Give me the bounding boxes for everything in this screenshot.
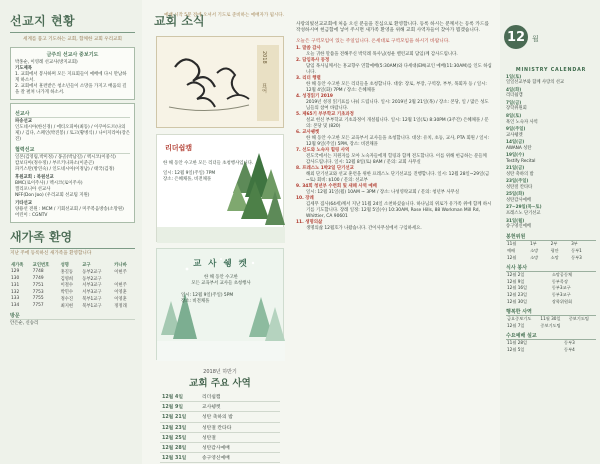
- teachers-line: 모든 교육부서 교사들 초청행사: [191, 281, 251, 286]
- section-line: 파키스탄(방연숙) / 인도네시아(이정남) / 태국(김정): [15, 167, 115, 173]
- announcement-body: 한 해 동안 수고한 모든 리더들을 초청합니다. 대상: 장로, 부장, 구역장, 부부, 목회자 등 / 일시: 12월 4일(화) 7PM / 장소: 은혜채플: [306, 81, 487, 93]
- calendar-date: 14일(금): [506, 139, 525, 145]
- prayer-ministry-table: [506, 316, 596, 329]
- table-row: [10, 302, 135, 309]
- table-cell: 7753: [32, 289, 44, 295]
- announcement-item: [296, 46, 492, 58]
- table-cell: 11월: [507, 241, 517, 247]
- visitors-head: 방문: [10, 312, 135, 320]
- section-line: 기타선교: [15, 201, 32, 207]
- motto-year: 2018: [261, 51, 267, 64]
- table-row: [506, 285, 596, 292]
- announcement-body: 한 해 동안 수고한 모든 교육부서 교사들을 초청합니다. 대상: 유치, 초등, 교사, PTA 회원 / 일시: 12월 9일(주일) 5PM, 장소: 비전채플: [306, 135, 490, 147]
- announcement-title: 8. 프레스노 1박2일 단기선교: [296, 165, 354, 171]
- calendar-event: 성탄감사예배: [506, 198, 531, 204]
- table-cell: 133: [11, 296, 20, 302]
- missions-column: [0, 0, 142, 464]
- table-cell: 중보기도팀: [568, 316, 589, 322]
- motto-label: 표어: [261, 83, 267, 93]
- announcement-item: [296, 166, 492, 184]
- table-cell: 11월 30일: [540, 316, 561, 322]
- table-cell: 1부: [530, 241, 537, 247]
- table-cell: 중보기도팀: [540, 322, 561, 328]
- top-banner: 예배 시작 5분 전에 오셔서 기도로 준비하는 예배자가 됩시다.: [164, 13, 285, 18]
- section-head: 선교사: [15, 110, 130, 118]
- schedule-event: 성탄절 칸타타: [200, 422, 280, 432]
- news-title: 교회 소식: [154, 14, 205, 28]
- table-row: [506, 248, 596, 255]
- table-cell: 동부3교구: [551, 285, 571, 291]
- schedule-subtitle: 2018년 하반기: [203, 369, 237, 375]
- announcement-title: 10. 장례: [296, 195, 314, 201]
- announcement-body: 해외 단기선교와 선교 훈련을 위한 프레스노 단기선교를 진행합니다. 일시: 12월 28일~29일(금~토) 회비: $100 / 문의: 선교부: [306, 171, 490, 183]
- teachers-card: [156, 248, 284, 360]
- table-row: [506, 254, 596, 261]
- announcement-item: [296, 184, 492, 196]
- calendar-date: 23일(주일): [506, 179, 529, 185]
- schedule-title: 교회 주요 사역: [189, 378, 251, 389]
- visitors: 안은순, 신승리: [10, 321, 39, 327]
- table-row: [506, 316, 596, 323]
- prayer-ministry-head: 행복한 사역: [506, 308, 596, 316]
- table-cell: 12월 9일: [507, 278, 525, 284]
- calendar-entry: [506, 140, 596, 152]
- leadership-line: 일시: 12월 9일(주일) 7PM: [163, 171, 216, 176]
- calendar-date: 25일(화): [506, 192, 525, 198]
- table-cell: 동부3: [571, 254, 582, 260]
- leadership-title: 리더쉽캠: [165, 144, 193, 152]
- table-header: 교구: [82, 262, 91, 268]
- prayer-line: 1. 교회에서 봉사하며 모든 지표회들이 예배에 다시 만남하게 하소서.: [15, 72, 127, 84]
- calendar-entry: [506, 101, 596, 113]
- calendar-event: 성탄 축하의 밤: [506, 171, 534, 177]
- calendar-event: 성탄절 칸타타: [506, 185, 533, 191]
- table-cell: 2부: [550, 241, 558, 247]
- table-cell: 평안: [550, 248, 559, 254]
- table-cell: 130: [11, 276, 20, 282]
- schedule-date: 12월 21일: [160, 412, 200, 422]
- section-line: NFF(Don Joo) (우리교회 선교팀 지원): [15, 193, 90, 199]
- schedule-row: [160, 392, 280, 402]
- announcement-title: 3. 리더 행렬: [296, 75, 321, 81]
- table-row: [506, 347, 596, 354]
- leadership-line: 장소: 은혜채플, 비전채플: [163, 177, 212, 182]
- table-cell: 131: [11, 282, 20, 288]
- news-column: [146, 0, 288, 464]
- table-row: [10, 275, 135, 282]
- table-cell: 서부3교구: [82, 283, 102, 289]
- table-cell: 장학위원회: [551, 298, 573, 304]
- schedule-row: [160, 412, 280, 422]
- table-row: [506, 298, 596, 305]
- announcement-title: 2. 담임목사 동정: [296, 57, 330, 63]
- table-cell: 7749: [32, 276, 44, 282]
- welcome-title: 새가족 환영: [10, 228, 135, 249]
- schedule-event: 송구영신예배: [200, 453, 280, 463]
- calendar-title: MINISTRY CALENDAR: [515, 68, 587, 73]
- intro-text: 사랑의빛선교교회에 처음 오신 분들을 진심으로 환영합니다. 등록 하시는 분께서는 등록 카드를 작성하시여 헌금함에 넣어 주시면 새가족 환영을 위해 교회 사역자들이 찾아가 뵙겠습니다.: [296, 22, 489, 34]
- schedule-header: [156, 368, 284, 389]
- section-line: 후원교회 : 북원선교: [15, 175, 54, 181]
- announcement-body: 오늘 귀한 말씀을 전해주신 박덕례 목사님(청운 밸런교회 담임)께 감사드립니다.: [306, 51, 458, 57]
- calendar-date: 7일(금): [506, 100, 522, 106]
- schedule-row: [160, 422, 280, 432]
- schedule-event: 성탄감사예배: [200, 442, 280, 452]
- table-cell: 12월 5일: [507, 346, 525, 352]
- section-line: 어린이 : CGNTV: [15, 213, 48, 219]
- calendar-entry: [506, 192, 596, 204]
- offering-head: 봉헌위원: [506, 233, 596, 241]
- wednesday-table: [506, 340, 596, 353]
- offering-table: [506, 241, 596, 261]
- table-cell: 북부1교구: [82, 303, 102, 309]
- table-cell: 이현주: [114, 269, 127, 275]
- table-cell: 서부3교구: [82, 290, 102, 296]
- calendar-event: 리더쉽캠: [506, 93, 523, 99]
- announcement-title: 11. 생명의삶: [296, 219, 323, 225]
- calendar-event: 장학위원회: [506, 106, 527, 112]
- calendar-date: 19일(수): [506, 153, 525, 159]
- welcome-table: [10, 261, 135, 309]
- calendar-entry: [506, 114, 596, 126]
- announcement-title: 6. 교사쉥켓: [296, 129, 320, 135]
- table-cell: 7757: [32, 303, 44, 309]
- calendar-event: AWANA 성탄: [506, 145, 532, 151]
- section-head: 협력선교: [15, 146, 130, 154]
- table-cell: 박민수: [60, 290, 74, 296]
- table-cell: 동부3: [564, 340, 575, 346]
- schedule-date: 12월 4일: [160, 392, 200, 402]
- table-header: 카나바: [114, 262, 127, 268]
- calendar-event: 일일선교부와 함께 사랑의 선교: [506, 80, 565, 86]
- teachers-title: 교 사 쉥 켓: [193, 259, 249, 269]
- calendar-date: 31일(월): [506, 218, 525, 224]
- table-cell: 129: [11, 269, 20, 275]
- calendar-event: 송구영신예배: [506, 224, 531, 230]
- calendar-date: 21일(금): [506, 166, 525, 172]
- leadership-card: [156, 134, 284, 242]
- table-row: [10, 296, 135, 303]
- table-cell: 소망: [530, 248, 539, 254]
- section-line: 양용선 전원 : MCM / 기회선교회 / 미주복음방송(소망원): [15, 207, 124, 213]
- missions-greeting: 세계를 품고 기도하는 교회, 함께한 교회 우리교회: [23, 37, 122, 42]
- calendar-entry: [506, 179, 596, 191]
- announcement-item: [296, 76, 492, 94]
- announcement-body: 설교 헌신 부부학교 기초과정이 개설됩니다. 일시: 12월 1일(토) 8:30PM (3주간) 은혜채플 / 문의: 본당 및 (820): [306, 117, 489, 129]
- table-cell: 7748: [32, 269, 44, 275]
- table-cell: 소망공동체: [551, 272, 573, 278]
- calendar-entry: [506, 88, 596, 100]
- table-cell: 12월 30일: [507, 298, 528, 304]
- table-cell: 최지현: [60, 303, 74, 309]
- calendar-entry: [506, 166, 596, 178]
- schedule-event: 교사쉥켓: [200, 402, 280, 412]
- table-cell: 134: [11, 303, 20, 309]
- table-cell: 이영훈: [114, 296, 127, 302]
- announcement-body: 생명의삶 12월호가 나왔습니다. 간이사무실에서 구입하세요.: [306, 225, 422, 231]
- calendar-event: Testify Recital: [506, 158, 536, 164]
- announcement-body: 김세무 집사(64세)께서 지난 11월 24일 소천하셨습니다. 하나님의 위로가 유가족 위에 함께 하시기를 기도합니다. 장례 일정: 12월 5일(수) 10:30AM, Rose Hills, 88 Workman Mill Rd, Whittier, CA 90601: [306, 201, 492, 219]
- schedule-date: 12월 9일: [160, 402, 200, 412]
- schedule-date: 12월 31일: [160, 453, 200, 463]
- table-cell: 동부2교구: [82, 269, 102, 275]
- schedule-event: 성탄절: [200, 432, 280, 442]
- table-header-row: [10, 261, 135, 268]
- table-cell: 12월: [507, 254, 517, 260]
- table-cell: 김영희: [60, 276, 74, 282]
- announcement-title: 1. 말씀 감사: [296, 45, 321, 51]
- table-cell: 이철수: [60, 283, 74, 289]
- meal-table: [506, 272, 596, 305]
- table-cell: 정정래: [114, 303, 127, 309]
- calendar-date: 8일(토): [506, 113, 522, 119]
- table-cell: 12월 16일: [507, 285, 528, 291]
- missionaries-box: [10, 103, 135, 223]
- section-line: 캄보디아(정수정) / 부르키나파소(이준곤): [15, 161, 94, 167]
- section-line: BMC(로이주사) / 멕시코(로이주사): [15, 181, 83, 187]
- schedule-date: 12월 23일: [160, 422, 200, 432]
- calendar-entry: [506, 219, 596, 231]
- table-cell: 이현주: [114, 283, 127, 289]
- schedule-table: [160, 392, 280, 463]
- table-row: [10, 268, 135, 275]
- section-line: 파송선교: [15, 119, 32, 125]
- calendar-entry: [506, 75, 596, 87]
- missions-title: 선교지 현황: [10, 12, 135, 33]
- table-cell: 예배: [507, 248, 516, 254]
- table-cell: 동부4: [564, 346, 575, 352]
- leadership-line: 한 해 동안 수고한 모든 리더들 초청행사입니다.: [163, 161, 254, 166]
- announcement-item: [296, 196, 492, 220]
- announcement-title: 7. 선도와 노숙자 힐링 사역: [296, 147, 350, 153]
- table-cell: 이영훈: [114, 290, 127, 296]
- schedule-row: [160, 453, 280, 463]
- prayer-line: 2. 교회에서 훈련받은 청소년들이 소망을 가지고 배움의 길을 잘 펼쳐 나가게 하소서.: [15, 84, 127, 96]
- table-cell: 동부3교구: [551, 291, 571, 297]
- calendar-event: 흑인 노숙자 사역: [506, 119, 538, 125]
- table-cell: 12월 2일: [507, 272, 525, 278]
- wednesday-head: 수요예배 설교: [506, 332, 596, 340]
- calendar-date: 1일(토): [506, 74, 522, 80]
- month-badge: 12: [504, 25, 528, 49]
- table-row: [506, 340, 596, 347]
- calendar-entry: [506, 205, 596, 217]
- calendar-entry: [506, 153, 596, 165]
- schedule-event: 성탄 축하의 밤: [200, 412, 280, 422]
- meal-head: 식사 봉사: [506, 264, 596, 272]
- table-cell: 동부2교구: [82, 276, 102, 282]
- schedule-row: [160, 442, 280, 452]
- table-row: [506, 241, 596, 248]
- table-cell: 11월 28일: [507, 340, 528, 346]
- motto-card: [156, 36, 284, 128]
- announce-head: 오늘은 구역모임이 있는 주일입니다. 온세대로 구역모임을 하시기 바랍니다.: [296, 38, 450, 44]
- table-cell: 132: [11, 289, 20, 295]
- announcement-body: 2019년 성경 읽기표를 나눠 드립니다. 일시: 2019년 2월 21일(목) / 장소: 본당, 일 / 많은 성도님들의 참여 바랍니다.: [306, 99, 489, 111]
- teachers-line: 장소: 비전채플: [181, 299, 210, 304]
- announcement-body: 일시: 12월 31일(월) 10AM ~ 3PM / 장소: 나성영락교회 / 문의: 청년부 사무실: [306, 189, 460, 195]
- table-cell: 소망: [550, 254, 559, 260]
- announcement-title: 5. 제65기 부부학교 기초과정: [296, 111, 354, 117]
- table-row: [506, 322, 596, 329]
- calendar-date: 4일(화): [506, 87, 522, 93]
- table-row: [10, 289, 135, 296]
- table-cell: 동부1: [571, 248, 582, 254]
- section-line: 인도네시아(한신경) / 에티오피아(최동) / 이쿠아도르(나의제) / 김다, 스페인(박진봉) / 토고(황병식) / 나이지리아(장은진): [15, 125, 130, 143]
- table-cell: 12월 23일: [507, 291, 528, 297]
- calendar-event: 교사쉥켓: [506, 132, 523, 138]
- teachers-line: 일시: 12월 9일(주일) 5PM: [181, 293, 234, 298]
- schedule-row: [160, 402, 280, 412]
- calendar-column: [500, 0, 600, 464]
- schedule-row: [160, 432, 280, 442]
- schedule-date: 12월 28일: [160, 442, 200, 452]
- prayer-box-head: 금주의 선교사 중보기도: [46, 52, 99, 59]
- table-cell: 북부1교구: [82, 296, 102, 302]
- announcement-body: 담임 목사님께서는 홍교향우 연합예배(5:30AM)와 다세대(EM)교인 예배(11:30AM)를 인도 하십니다.: [306, 63, 492, 75]
- table-row: [506, 272, 596, 279]
- calendar-entry: [506, 127, 596, 139]
- announcement-item: [296, 220, 492, 232]
- prayer-line: 기도제목: [15, 66, 32, 72]
- teachers-line: 한 해 동안 수고한: [204, 275, 238, 280]
- table-cell: 7751: [32, 282, 44, 288]
- announcement-item: [296, 130, 492, 148]
- announcement-item: [296, 94, 492, 112]
- table-cell: 소망: [530, 254, 539, 260]
- section-line: 일본(김영림,박미정) / 몽골(박남길) / 멕시코(이중석): [15, 155, 116, 161]
- section-line: 캘리포니아 선교사: [15, 187, 51, 193]
- table-header: 교인번호: [32, 262, 50, 268]
- table-cell: 3부: [571, 241, 578, 247]
- welcome-sub: 지난 주에 등록하신 새가족을 환영합니다: [10, 251, 92, 257]
- table-cell: 금요중보기도: [507, 316, 532, 322]
- announcement-item: [296, 112, 492, 130]
- table-cell: [113, 275, 135, 282]
- month-unit: 월: [532, 35, 539, 43]
- table-row: [506, 292, 596, 299]
- calendar-date: 27~29일(목~토): [506, 205, 542, 211]
- table-header: 새가족: [11, 262, 24, 268]
- table-cell: 7755: [32, 296, 44, 302]
- prayer-line: 박홍순, 이영례 선교사(방지교회): [15, 60, 78, 66]
- announcement-title: 4. 성경읽기 2019: [296, 93, 333, 99]
- schedule-date: 12월 25일: [160, 432, 200, 442]
- calendar-date: 9일(주일): [506, 126, 526, 132]
- schedule-event: 리더쉽캠: [200, 392, 280, 402]
- table-header: 성명: [60, 262, 69, 268]
- announcement-body: 전도국에서는 지원자를 모아 노숙자들에게 힐링과 함께 전도합니다. 이를 위해 헌금하는 분들께 감사드립니다. 일시: 12월 8일(토) 8AM / 문의: 교회 사무실: [306, 153, 487, 165]
- table-cell: 12월 7일: [507, 322, 525, 328]
- announcement-item: [296, 148, 492, 166]
- table-row: [10, 282, 135, 289]
- table-cell: 홍길동: [60, 269, 74, 275]
- table-cell: 정수진: [60, 296, 74, 302]
- announcement-item: [296, 58, 492, 76]
- calendar-event: 프레스노 단기선교: [506, 211, 541, 217]
- table-cell: 동부목장: [551, 278, 569, 284]
- prayer-box: [10, 47, 135, 100]
- announcement-title: 9. 34회 청년부 수련회 및 새해 사역 예배: [296, 183, 377, 189]
